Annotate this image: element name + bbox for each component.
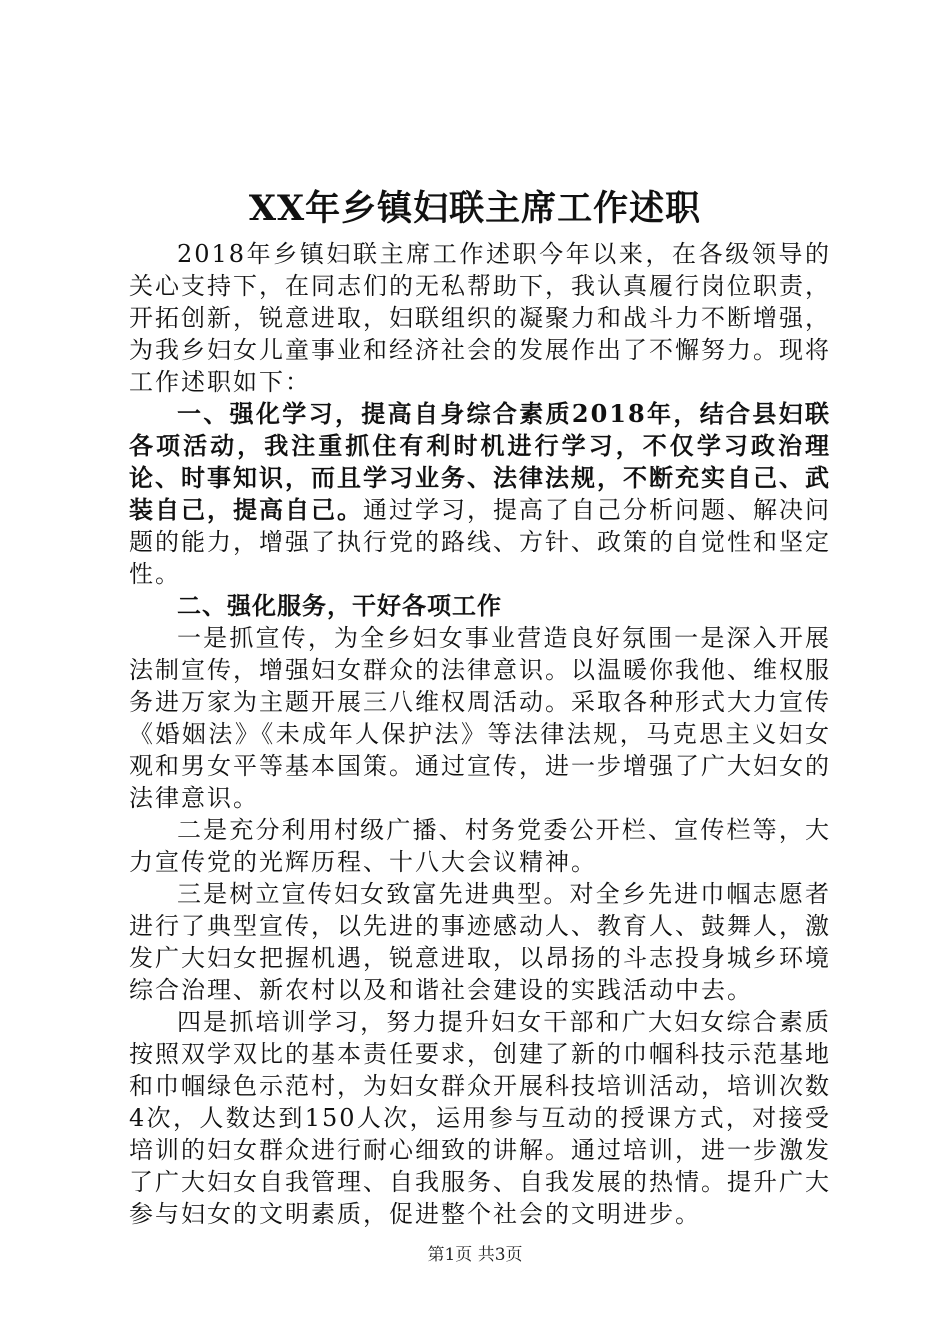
section-two-heading: 二、强化服务，干好各项工作	[177, 591, 502, 620]
paragraph-intro: 2018年乡镇妇联主席工作述职今年以来，在各级领导的关心支持下，在同志们的无私帮助下，我认真履行岗位职责，开拓创新，锐意进取，妇联组织的凝聚力和战斗力不断增强，为我乡妇女儿童事业和经济社会的发展作出了不懈努力。现将工作述职如下：	[129, 240, 831, 396]
paragraph-role-models: 三是树立宣传妇女致富先进典型。对全乡先进巾帼志愿者进行了典型宣传，以先进的事迹感动人、教育人、鼓舞人，激发广大妇女把握机遇，锐意进取，以昂扬的斗志投身城乡环境综合治理、新农村以及和谐社会建设的实践活动中去。	[129, 880, 831, 1004]
document-title: XX年乡镇妇联主席工作述职	[248, 188, 702, 229]
paragraph-broadcast: 二是充分利用村级广播、村务党委公开栏、宣传栏等，大力宣传党的光辉历程、十八大会议精神。	[129, 816, 831, 876]
paragraph-training: 四是抓培训学习，努力提升妇女干部和广大妇女综合素质按照双学双比的基本责任要求，创建了新的巾帼科技示范基地和巾帼绿色示范村，为妇女群众开展科技培训活动，培训次数4次，人数达到150人次，运用参与互动的授课方式，对接受培训的妇女群众进行耐心细致的讲解。通过培训，进一步激发了广大妇女自我管理、自我服务、自我发展的热情。提升广大参与妇女的文明素质，促进整个社会的文明进步。	[129, 1008, 831, 1228]
section-one-bold-text: 一、强化学习，提高自身综合素质2018年，结合县妇联各项活动，我注重抓住有利时机进行学习，不仅学习政治理论、时事知识，而且学习业务、法律法规，不断充实自己、武装自己，提高自己。	[129, 399, 831, 524]
section-one-text: 通过学习，提高了自己分析问题、解决问题的能力，增强了执行党的路线、方针、政策的自觉性和坚定性。	[129, 496, 831, 588]
document-body	[129, 238, 831, 1230]
paragraph-section-one	[129, 398, 831, 590]
paragraph-publicity: 一是抓宣传，为全乡妇女事业营造良好氛围一是深入开展法制宣传，增强妇女群众的法律意识。以温暖你我他、维权服务进万家为主题开展三八维权周活动。采取各种形式大力宣传《婚姻法》《未成年人保护法》等法律法规，马克思主义妇女观和男女平等基本国策。通过宣传，进一步增强了广大妇女的法律意识。	[129, 624, 831, 812]
page-number-footer: 第1页 共3页	[427, 1245, 523, 1265]
